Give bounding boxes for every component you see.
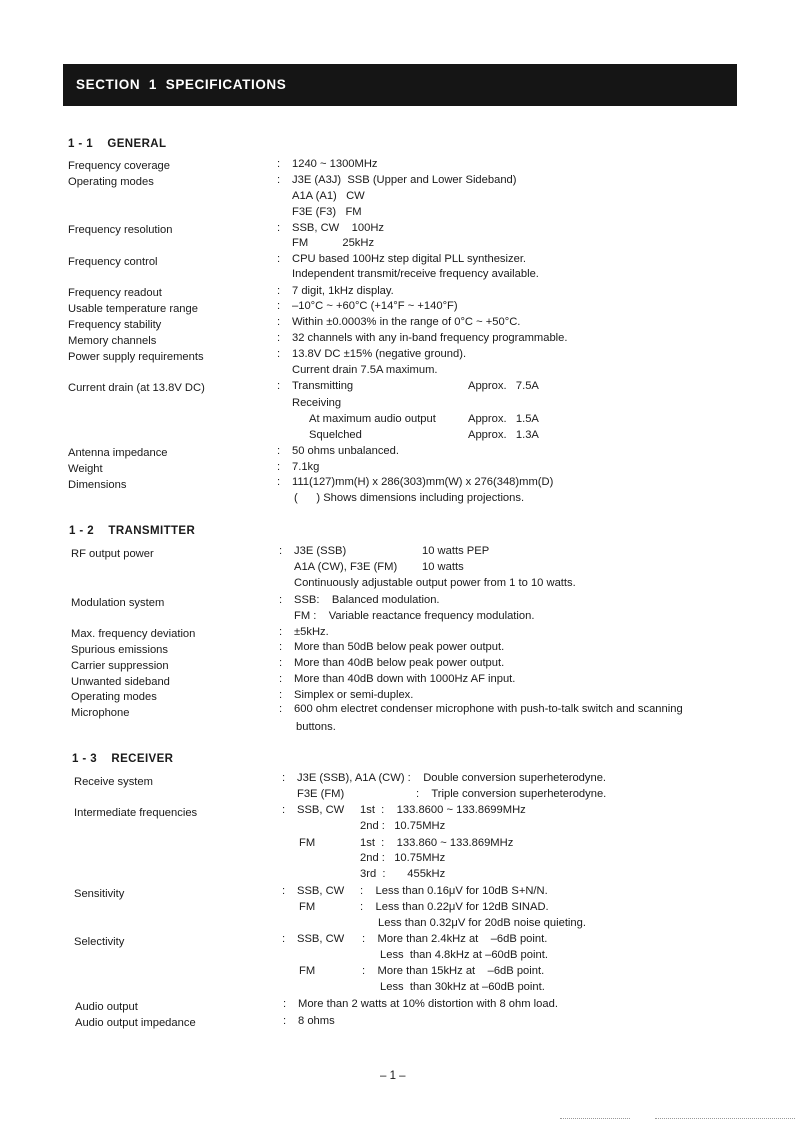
value-spurious-emissions: More than 50dB below peak power output. bbox=[294, 641, 505, 653]
value-sensitivity-fm-mode: FM bbox=[299, 901, 316, 913]
label-intermediate-frequencies: Intermediate frequencies bbox=[74, 807, 198, 819]
colon: : bbox=[282, 933, 286, 945]
value-if-fm-mode: FM bbox=[299, 837, 316, 849]
value-frequency-control-2: Independent transmit/receive frequency available. bbox=[292, 268, 539, 280]
label-modulation-system: Modulation system bbox=[71, 597, 165, 609]
value-carrier-suppression: More than 40dB below peak power output. bbox=[294, 657, 505, 669]
value-sensitivity-ssb: : Less than 0.16μV for 10dB S+N/N. bbox=[360, 885, 548, 897]
scan-artifact-divider bbox=[655, 1118, 795, 1120]
label-spurious-emissions: Spurious emissions bbox=[71, 644, 169, 656]
colon: : bbox=[277, 222, 281, 234]
value-microphone-1: 600 ohm electret condenser microphone with push-to-talk switch and scanning bbox=[294, 703, 683, 715]
value-selectivity-fm-2: Less than 30kHz at –60dB point. bbox=[380, 981, 545, 993]
section-header-bar bbox=[63, 64, 737, 106]
label-receive-system: Receive system bbox=[74, 776, 153, 788]
value-operating-modes-3: F3E (F3) FM bbox=[292, 206, 362, 218]
colon: : bbox=[277, 174, 281, 186]
label-rf-output-power: RF output power bbox=[71, 548, 154, 560]
value-current-transmitting: Transmitting bbox=[292, 380, 354, 392]
value-rf-power-3: Continuously adjustable output power from 1 to 10 watts. bbox=[294, 577, 576, 589]
value-max-deviation: ±5kHz. bbox=[294, 626, 329, 638]
heading-receiver: 1 - 3 RECEIVER bbox=[72, 753, 174, 765]
value-current-max-audio: At maximum audio output bbox=[309, 413, 436, 425]
colon: : bbox=[277, 285, 281, 297]
colon: : bbox=[282, 804, 286, 816]
colon: : bbox=[279, 703, 283, 715]
value-frequency-resolution-1: SSB, CW 100Hz bbox=[292, 222, 385, 234]
value-receive-system-2-desc: : Triple conversion superheterodyne. bbox=[416, 788, 607, 800]
label-frequency-control: Frequency control bbox=[68, 256, 158, 268]
value-audio-output-impedance: 8 ohms bbox=[298, 1015, 335, 1027]
value-modulation-2: FM : Variable reactance frequency modulation. bbox=[294, 610, 535, 622]
label-frequency-coverage: Frequency coverage bbox=[68, 160, 170, 172]
value-operating-modes-2: A1A (A1) CW bbox=[292, 190, 365, 202]
value-current-receiving: Receiving bbox=[292, 397, 342, 409]
value-sensitivity-fm-2: Less than 0.32μV for 20dB noise quieting. bbox=[378, 917, 586, 929]
label-current-drain: Current drain (at 13.8V DC) bbox=[68, 382, 205, 394]
value-selectivity-ssb-1: : More than 2.4kHz at –6dB point. bbox=[362, 933, 548, 945]
colon: : bbox=[277, 461, 281, 473]
label-carrier-suppression: Carrier suppression bbox=[71, 660, 169, 672]
value-current-squelched-approx: Approx. 1.3A bbox=[468, 429, 539, 441]
value-power-supply-2: Current drain 7.5A maximum. bbox=[292, 364, 438, 376]
colon: : bbox=[279, 545, 283, 557]
value-frequency-coverage: 1240 ~ 1300MHz bbox=[292, 158, 378, 170]
value-modulation-1: SSB: Balanced modulation. bbox=[294, 594, 440, 606]
label-antenna-impedance: Antenna impedance bbox=[68, 447, 168, 459]
colon: : bbox=[279, 689, 283, 701]
label-temperature-range: Usable temperature range bbox=[68, 303, 198, 315]
section-title: SECTION 1 SPECIFICATIONS bbox=[76, 77, 287, 92]
value-rf-power-1-watts: 10 watts PEP bbox=[422, 545, 490, 557]
value-if-ssb-mode: SSB, CW bbox=[297, 804, 345, 816]
colon: : bbox=[277, 332, 281, 344]
label-memory-channels: Memory channels bbox=[68, 335, 157, 347]
value-if-ssb-1st: 1st : 133.8600 ~ 133.8699MHz bbox=[360, 804, 526, 816]
value-rf-power-2-watts: 10 watts bbox=[422, 561, 464, 573]
value-if-fm-1st: 1st : 133.860 ~ 133.869MHz bbox=[360, 837, 514, 849]
value-sensitivity-fm: : Less than 0.22μV for 12dB SINAD. bbox=[360, 901, 549, 913]
value-frequency-resolution-2: FM 25kHz bbox=[292, 237, 375, 249]
colon: : bbox=[279, 626, 283, 638]
value-power-supply-1: 13.8V DC ±15% (negative ground). bbox=[292, 348, 467, 360]
value-current-max-audio-approx: Approx. 1.5A bbox=[468, 413, 539, 425]
colon: : bbox=[279, 673, 283, 685]
value-if-ssb-2nd: 2nd : 10.75MHz bbox=[360, 820, 446, 832]
colon: : bbox=[279, 657, 283, 669]
value-if-fm-3rd: 3rd : 455kHz bbox=[360, 868, 446, 880]
value-sensitivity-ssb-mode: SSB, CW bbox=[297, 885, 345, 897]
label-frequency-readout: Frequency readout bbox=[68, 287, 162, 299]
colon: : bbox=[277, 158, 281, 170]
value-operating-modes-1: J3E (A3J) SSB (Upper and Lower Sideband) bbox=[292, 174, 517, 186]
value-rf-power-1: J3E (SSB) bbox=[294, 545, 347, 557]
page-number: – 1 – bbox=[380, 1070, 406, 1082]
value-current-squelched: Squelched bbox=[309, 429, 362, 441]
value-receive-system-1: J3E (SSB), A1A (CW) : Double conversion superheterodyne. bbox=[297, 772, 607, 784]
value-audio-output: More than 2 watts at 10% distortion with 8 ohm load. bbox=[298, 998, 558, 1010]
value-antenna-impedance: 50 ohms unbalanced. bbox=[292, 445, 399, 457]
colon: : bbox=[279, 594, 283, 606]
value-dimensions-2: ( ) Shows dimensions including projections. bbox=[294, 492, 525, 504]
heading-transmitter: 1 - 2 TRANSMITTER bbox=[69, 525, 196, 537]
value-weight: 7.1kg bbox=[292, 461, 320, 473]
value-rf-power-2: A1A (CW), F3E (FM) bbox=[294, 561, 398, 573]
value-if-fm-2nd: 2nd : 10.75MHz bbox=[360, 852, 446, 864]
colon: : bbox=[282, 885, 286, 897]
colon: : bbox=[277, 445, 281, 457]
value-selectivity-ssb-2: Less than 4.8kHz at –60dB point. bbox=[380, 949, 548, 961]
label-microphone: Microphone bbox=[71, 707, 130, 719]
value-tx-operating-modes: Simplex or semi-duplex. bbox=[294, 689, 414, 701]
label-max-deviation: Max. frequency deviation bbox=[71, 628, 196, 640]
value-microphone-2: buttons. bbox=[296, 721, 336, 733]
value-receive-system-2: F3E (FM) bbox=[297, 788, 345, 800]
label-audio-output-impedance: Audio output impedance bbox=[75, 1017, 196, 1029]
colon: : bbox=[277, 300, 281, 312]
colon: : bbox=[283, 998, 287, 1010]
colon: : bbox=[277, 380, 281, 392]
colon: : bbox=[282, 772, 286, 784]
value-current-transmitting-approx: Approx. 7.5A bbox=[468, 380, 539, 392]
value-selectivity-ssb-mode: SSB, CW bbox=[297, 933, 345, 945]
label-dimensions: Dimensions bbox=[68, 479, 127, 491]
label-selectivity: Selectivity bbox=[74, 936, 125, 948]
colon: : bbox=[277, 253, 281, 265]
colon: : bbox=[277, 348, 281, 360]
value-memory-channels: 32 channels with any in-band frequency programmable. bbox=[292, 332, 568, 344]
value-frequency-control-1: CPU based 100Hz step digital PLL synthesizer. bbox=[292, 253, 527, 265]
scan-artifact-divider bbox=[560, 1118, 630, 1120]
label-frequency-resolution: Frequency resolution bbox=[68, 224, 173, 236]
label-sensitivity: Sensitivity bbox=[74, 888, 125, 900]
label-weight: Weight bbox=[68, 463, 103, 475]
value-unwanted-sideband: More than 40dB down with 1000Hz AF input. bbox=[294, 673, 516, 685]
label-audio-output: Audio output bbox=[75, 1001, 138, 1013]
colon: : bbox=[283, 1015, 287, 1027]
value-temperature-range: –10°C ~ +60°C (+14°F ~ +140°F) bbox=[292, 300, 458, 312]
colon: : bbox=[277, 476, 281, 488]
value-frequency-stability: Within ±0.0003% in the range of 0°C ~ +50°C. bbox=[292, 316, 521, 328]
label-operating-modes: Operating modes bbox=[68, 176, 154, 188]
label-unwanted-sideband: Unwanted sideband bbox=[71, 676, 170, 688]
colon: : bbox=[277, 316, 281, 328]
value-selectivity-fm-1: : More than 15kHz at –6dB point. bbox=[362, 965, 545, 977]
label-tx-operating-modes: Operating modes bbox=[71, 691, 157, 703]
value-frequency-readout: 7 digit, 1kHz display. bbox=[292, 285, 394, 297]
label-frequency-stability: Frequency stability bbox=[68, 319, 162, 331]
heading-general: 1 - 1 GENERAL bbox=[68, 138, 167, 150]
value-dimensions-1: 111(127)mm(H) x 286(303)mm(W) x 276(348)mm(D) bbox=[292, 476, 554, 488]
colon: : bbox=[279, 641, 283, 653]
label-power-supply: Power supply requirements bbox=[68, 351, 204, 363]
value-selectivity-fm-mode: FM bbox=[299, 965, 316, 977]
